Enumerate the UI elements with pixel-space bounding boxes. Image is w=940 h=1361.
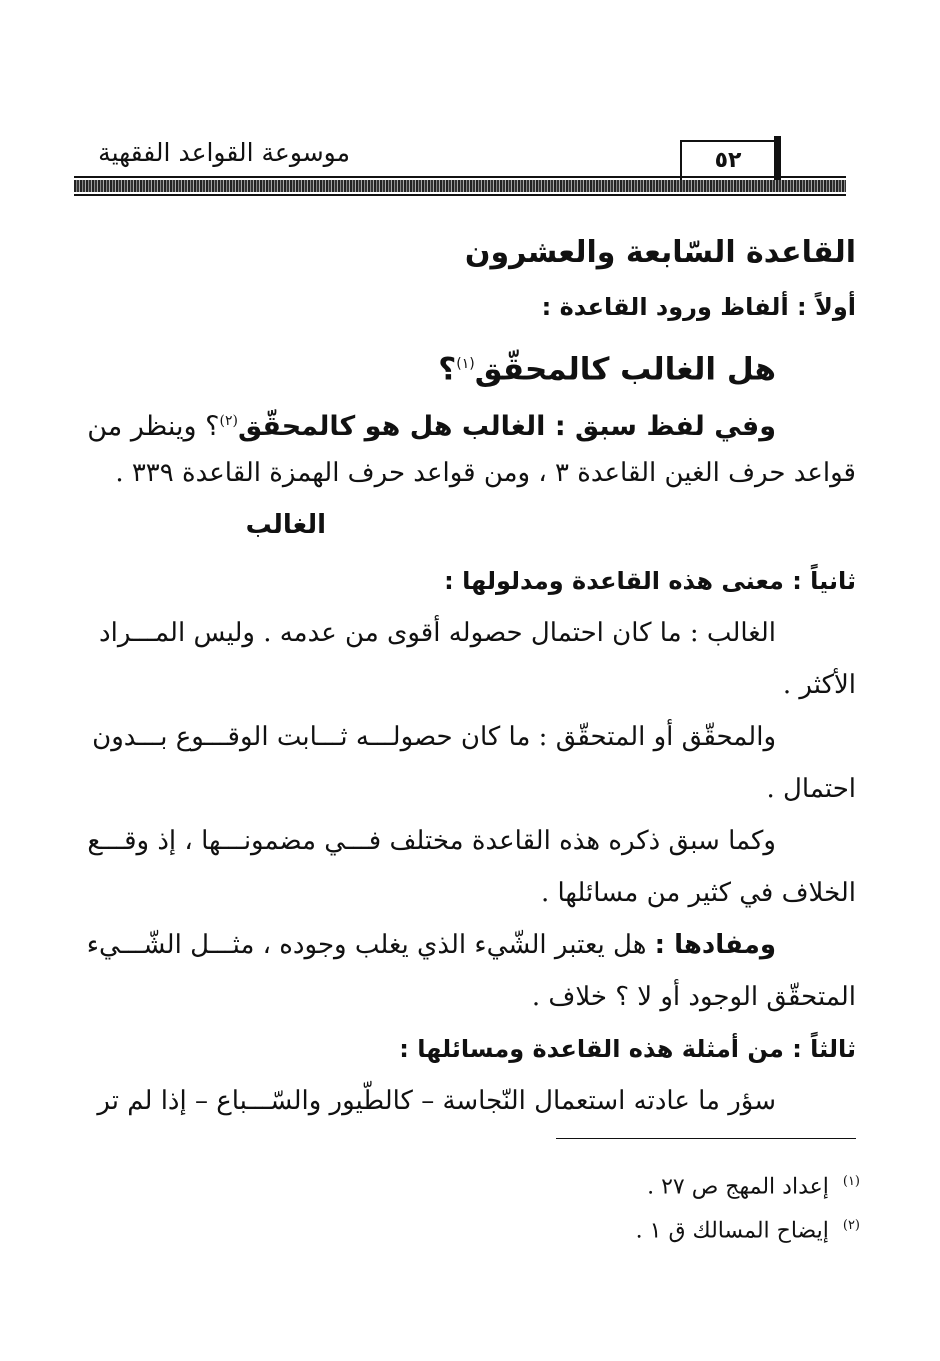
rule-statement-end: ؟ [438, 351, 457, 388]
cross-reference: قواعد حرف الغين القاعدة ٣ ، ومن قواعد حرف الهمزة القاعدة ٣٣٩ . [115, 458, 856, 488]
section1-heading: أولاً : ألفاظ ورود القاعدة : [541, 293, 856, 321]
para1-line1: الغالب : ما كان احتمال حصوله أقوى من عدمه . وليس المـــراد [99, 618, 776, 648]
footnotes [400, 1160, 860, 1248]
header-rule-top [74, 176, 846, 178]
rule-statement-text: هل الغالب كالمحقّق [474, 351, 776, 388]
footnote-ref-2: (٢) [219, 413, 238, 429]
page-body [80, 225, 856, 1127]
prior-wording-lead: وفي لفظ سبق : الغالب هل هو كالمحقّق [237, 411, 776, 442]
prior-wording-rest: ؟ وينظر من [87, 411, 220, 442]
prior-wording-line [80, 395, 856, 447]
footnote-2-text: إيضاح المسالك ق ١ . [635, 1218, 829, 1244]
footnote-2-marker: (٢) [842, 1218, 860, 1233]
para2-line2: احتمال . [766, 774, 856, 804]
para4-line1 [80, 919, 856, 971]
header-rule-hatched [74, 180, 846, 192]
header-rule-bottom [74, 194, 846, 196]
footnote-1-marker: (١) [842, 1174, 860, 1189]
para4-label: ومفادها : [654, 930, 776, 960]
para3-line1: وكما سبق ذكره هذه القاعدة مختلف فـــي مضمونـــها ، إذ وقـــع [87, 826, 776, 856]
keyword-label: الغالب [245, 510, 326, 540]
section3-heading: ثالثاً : من أمثلة هذه القاعدة ومسائلها : [399, 1035, 856, 1063]
main-heading: القاعدة السّابعة والعشرون [464, 235, 856, 270]
footnote-2 [400, 1204, 860, 1248]
footnote-1-text: إعداد المهج ص ٢٧ . [647, 1174, 829, 1200]
para4-line2: المتحقّق الوجود أو لا ؟ خلاف . [531, 982, 856, 1012]
section2-heading: ثانياً : معنى هذه القاعدة ومدلولها : [444, 567, 856, 595]
footnote-separator [556, 1138, 856, 1139]
para1-line2: الأكثر . [782, 670, 856, 700]
para2-line1: والمحقّق أو المتحقّق : ما كان حصولـــه ثـــابت الوقـــوع بـــدون [92, 722, 776, 752]
footnote-ref-1: (١) [456, 356, 475, 372]
rule-statement [80, 333, 856, 395]
footnote-1 [400, 1160, 860, 1204]
para3-line2: الخلاف في كثير من مسائلها . [540, 878, 856, 908]
page-header [0, 0, 940, 200]
page-number: ٥٢ [714, 148, 742, 173]
para5-line1: سؤر ما عادته استعمال النّجاسة – كالطّيور والسّـــباع – إذا لم تر [97, 1086, 776, 1116]
para4-line1-rest: هل يعتبر الشّيء الذي يغلب وجوده ، مثـــل الشّـــيء [86, 930, 647, 960]
running-title: موسوعة القواعد الفقهية [98, 138, 350, 167]
